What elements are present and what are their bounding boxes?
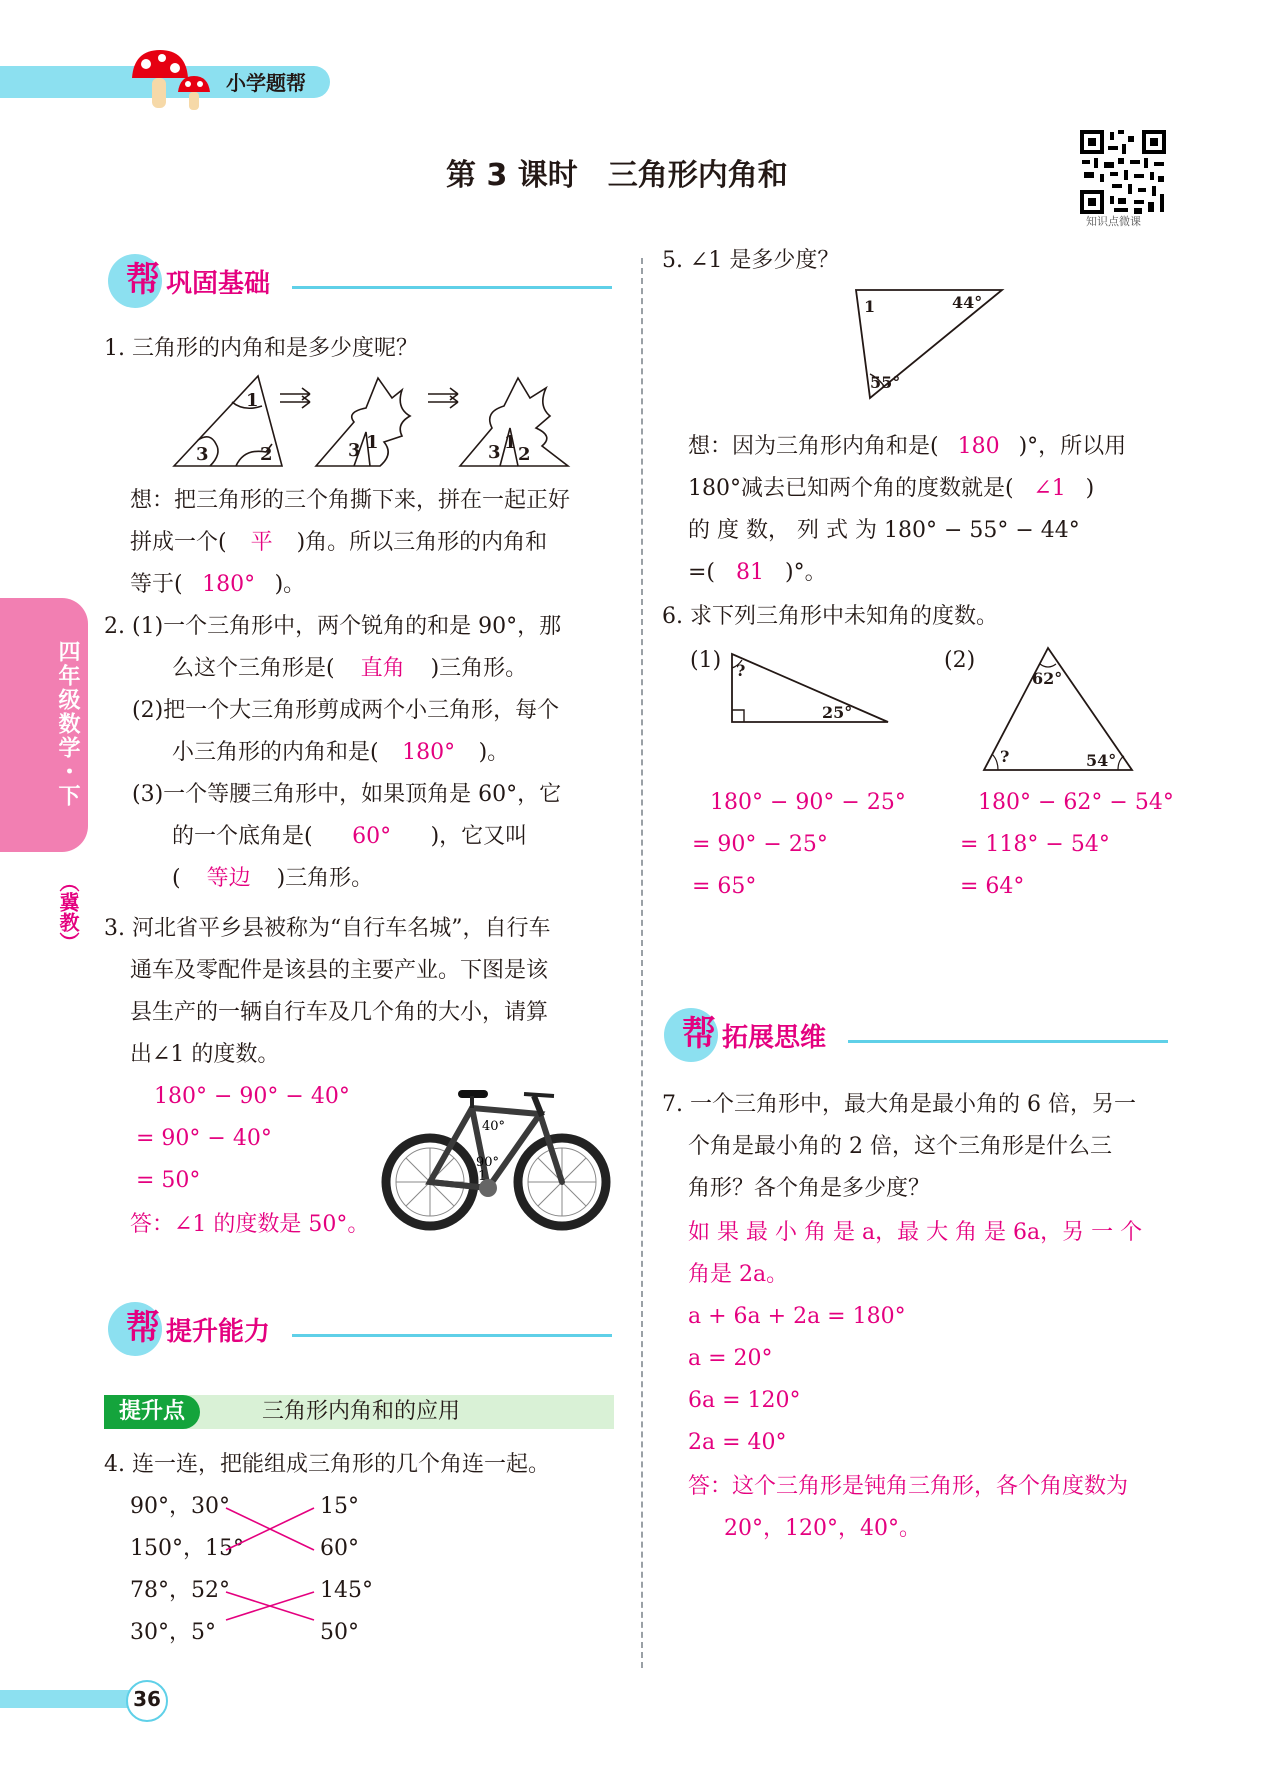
q3-line3: 县生产的一辆自行车及几个角的大小，请算 xyxy=(130,1000,549,1025)
q3-answer: 答：∠1 的度数是 50°。 xyxy=(130,1212,370,1237)
q6-solution-2: = 118° − 54° xyxy=(960,832,1110,857)
q7-solution: a + 6a + 2a = 180° xyxy=(688,1304,906,1329)
q6-solution-2: = 64° xyxy=(960,874,1025,899)
q5-answer-2: ∠1 xyxy=(1033,476,1066,501)
q5-answer-1: 180 xyxy=(957,434,1000,459)
section-extend-title: 拓展思维 xyxy=(722,1023,827,1053)
q6-solution-1: = 90° − 25° xyxy=(692,832,828,857)
q5-angle-label: 44° xyxy=(952,293,983,312)
q1-angle-label: 1 xyxy=(246,390,259,411)
q1-angle-label: 3 xyxy=(488,442,501,463)
q2-part1-line1: 2. (1)一个三角形中，两个锐角的和是 90°，那 xyxy=(104,614,562,639)
q7-solution: 2a = 40° xyxy=(688,1430,787,1455)
q1-angle-label: 2 xyxy=(518,444,531,465)
section-basics-bang: 帮 xyxy=(126,260,160,300)
q2-part3-line3: ( 等边 )三角形。 xyxy=(172,864,373,894)
q4-left-item: 90°，30° xyxy=(130,1494,230,1519)
q5-think-1: 想：因为三角形内角和是( 180 )°，所以用 xyxy=(688,432,1126,462)
q2-answer-2: 180° xyxy=(402,740,456,765)
footer-band xyxy=(0,1690,130,1708)
q6-fig1-angle: 25° xyxy=(822,703,853,722)
q4-text: 4. 连一连，把能组成三角形的几个角连一起。 xyxy=(104,1452,550,1477)
q5-triangle xyxy=(850,284,1010,404)
q1-think-3: 等于( 180° )。 xyxy=(130,570,305,600)
q4-right-item: 60° xyxy=(320,1536,359,1561)
q5-think-3: 的 度 数， 列 式 为 180° − 55° − 44° xyxy=(688,518,1080,543)
q6-triangle-2 xyxy=(980,644,1140,774)
q1-think-1: 想：把三角形的三个角撕下来，拼在一起正好 xyxy=(130,488,571,513)
section-extend-bang: 帮 xyxy=(682,1014,716,1054)
q1-angle-label: 3 xyxy=(196,444,209,465)
q6-fig1-angle: ? xyxy=(736,661,746,680)
q7-solution: 答：这个三角形是钝角三角形，各个角度数为 xyxy=(688,1474,1129,1499)
q1-angle-label: 3 xyxy=(348,440,361,461)
q7-solution: 角是 2a。 xyxy=(688,1262,789,1287)
q3-solution-3: = 50° xyxy=(136,1168,201,1193)
q2-part3-line2: 的一个底角是( 60° )，它又叫 xyxy=(172,822,527,852)
qr-code xyxy=(1078,128,1168,216)
q6-triangle-1 xyxy=(726,650,896,726)
q1-angle-label: 1 xyxy=(504,432,517,453)
q5-answer-3: 81 xyxy=(736,560,765,585)
bike-angle-label: 90° xyxy=(476,1155,500,1170)
q2-part2-line2: 小三角形的内角和是( 180° )。 xyxy=(172,738,509,768)
q3-line1: 3. 河北省平乡县被称为“自行车名城”，自行车 xyxy=(104,916,551,941)
q2-answer-1: 直角 xyxy=(360,656,405,681)
q2-part2-line1: (2)把一个大三角形剪成两个小三角形，每个 xyxy=(132,698,560,723)
q6-solution-1: 180° − 90° − 25° xyxy=(710,790,906,815)
q2-answer-4: 等边 xyxy=(206,866,251,891)
q6-fig1-label: (1) xyxy=(690,648,722,673)
q5-think-2: 180°减去已知两个角的度数就是( ∠1 ) xyxy=(688,474,1094,504)
q4-right-item: 145° xyxy=(320,1578,373,1603)
q4-right-item: 50° xyxy=(320,1620,359,1645)
section-improve-title: 提升能力 xyxy=(166,1317,271,1347)
boost-label: 提升点 xyxy=(104,1395,200,1429)
q1-text: 1. 三角形的内角和是多少度呢？ xyxy=(104,336,418,361)
qr-caption: 知识点微课 xyxy=(1086,215,1141,228)
q7-line3: 角形？各个角是多少度？ xyxy=(688,1176,931,1201)
q1-figure xyxy=(170,372,576,472)
q2-answer-3: 60° xyxy=(352,824,392,849)
brand-name: 小学题帮 xyxy=(226,71,306,95)
q7-solution: a = 20° xyxy=(688,1346,773,1371)
q4-match-lines xyxy=(220,1500,320,1630)
q5-text: 5. ∠1 是多少度？ xyxy=(662,248,840,273)
section-basics-title: 巩固基础 xyxy=(166,269,271,299)
boost-text: 三角形内角和的应用 xyxy=(262,1399,461,1424)
bike-angle-label: 40° xyxy=(482,1119,506,1134)
q5-angle-label: 55° xyxy=(870,373,901,392)
q6-fig2-label: (2) xyxy=(944,648,976,673)
section-improve-line xyxy=(292,1334,612,1337)
q7-solution: 6a = 120° xyxy=(688,1388,801,1413)
q3-line2: 通车及零配件是该县的主要产业。下图是该 xyxy=(130,958,549,983)
q2-part1-line2: 么这个三角形是( 直角 )三角形。 xyxy=(172,654,527,684)
q7-solution: 如 果 最 小 角 是 a，最 大 角 是 6a，另 一 个 xyxy=(688,1220,1143,1245)
q1-angle-label: 2 xyxy=(260,444,273,465)
q1-answer-a: 平 xyxy=(250,530,273,555)
q6-solution-2: 180° − 62° − 54° xyxy=(978,790,1174,815)
section-basics-line xyxy=(292,286,612,289)
section-extend-line xyxy=(848,1040,1168,1043)
side-tab-grade: 四年级数学・下 xyxy=(55,640,80,808)
q6-fig2-angle: 62° xyxy=(1032,669,1063,688)
q5-think-4: =( 81 )°。 xyxy=(688,558,827,588)
page-number: 36 xyxy=(133,1687,161,1711)
q3-line4: 出∠1 的度数。 xyxy=(130,1042,280,1067)
side-tab-edition: （冀教） xyxy=(56,872,80,952)
q2-part3-line1: (3)一个等腰三角形中，如果顶角是 60°，它 xyxy=(132,782,562,807)
q4-left-item: 30°，5° xyxy=(130,1620,216,1645)
page-title: 第 3 课时 三角形内角和 xyxy=(446,158,788,193)
q6-fig2-angle: 54° xyxy=(1086,751,1117,770)
q1-answer-b: 180° xyxy=(202,572,256,597)
column-divider xyxy=(641,258,643,1668)
q7-solution: 20°，120°，40°。 xyxy=(724,1516,921,1541)
q7-line2: 个角是最小角的 2 倍，这个三角形是什么三 xyxy=(688,1134,1112,1159)
q3-solution-1: 180° − 90° − 40° xyxy=(154,1084,350,1109)
mushroom-logo xyxy=(128,44,218,116)
q4-left-item: 150°，15° xyxy=(130,1536,244,1561)
q7-line1: 7. 一个三角形中，最大角是最小角的 6 倍，另一 xyxy=(662,1092,1136,1117)
bike-angle-label: 1 xyxy=(478,1169,487,1184)
section-improve-bang: 帮 xyxy=(126,1308,160,1348)
q1-think-2: 拼成一个( 平 )角。所以三角形的内角和 xyxy=(130,528,547,558)
q6-fig2-angle: ? xyxy=(1000,747,1010,766)
q5-angle-label: 1 xyxy=(864,297,876,316)
q3-solution-2: = 90° − 40° xyxy=(136,1126,272,1151)
q4-right-item: 15° xyxy=(320,1494,359,1519)
q6-text: 6. 求下列三角形中未知角的度数。 xyxy=(662,604,998,629)
q4-left-item: 78°，52° xyxy=(130,1578,230,1603)
bicycle-image xyxy=(378,1082,614,1238)
q1-angle-label: 1 xyxy=(366,432,379,453)
q6-solution-1: = 65° xyxy=(692,874,757,899)
